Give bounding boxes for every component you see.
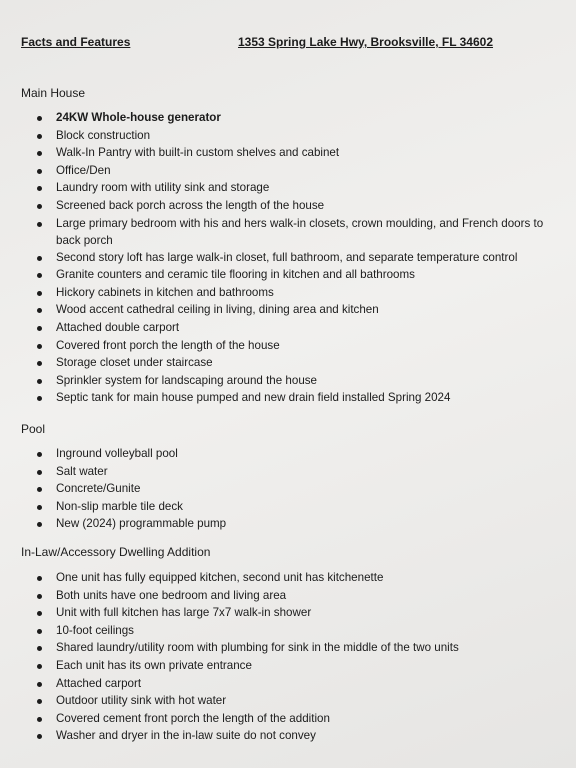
list-item: Washer and dryer in the in-law suite do not convey (34, 727, 564, 745)
list-item: Both units have one bedroom and living area (34, 587, 564, 605)
list-item: Large primary bedroom with his and hers walk-in closets, crown moulding, and French doors to back porch (34, 215, 564, 249)
pool-list (34, 445, 564, 533)
list-item: Screened back porch across the length of the house (34, 197, 564, 215)
list-item: Non-slip marble tile deck (34, 498, 564, 516)
document-title: Facts and Features (21, 35, 131, 49)
section-title-main-house: Main House (21, 86, 86, 100)
list-item: Unit with full kitchen has large 7x7 walk-in shower (34, 604, 564, 622)
list-item: Covered front porch the length of the house (34, 337, 564, 355)
list-item: Outdoor utility sink with hot water (34, 692, 564, 710)
list-item: Inground volleyball pool (34, 445, 564, 463)
list-item: Walk-In Pantry with built-in custom shelves and cabinet (34, 144, 564, 162)
list-item: Second story loft has large walk-in closet, full bathroom, and separate temperature control (34, 249, 564, 267)
list-item: Covered cement front porch the length of the addition (34, 710, 564, 728)
list-item: Storage closet under staircase (34, 354, 564, 372)
list-item: Sprinkler system for landscaping around the house (34, 372, 564, 390)
inlaw-list (34, 569, 564, 745)
section-title-pool: Pool (21, 422, 46, 436)
list-item: Attached double carport (34, 319, 564, 337)
list-item: 10-foot ceilings (34, 622, 564, 640)
list-item: 24KW Whole-house generator (34, 109, 564, 127)
list-item: Office/Den (34, 162, 564, 180)
list-item: Each unit has its own private entrance (34, 657, 564, 675)
list-item: Hickory cabinets in kitchen and bathrooms (34, 284, 564, 302)
list-item: Septic tank for main house pumped and new drain field installed Spring 2024 (34, 389, 564, 407)
list-item: Attached carport (34, 675, 564, 693)
list-item: New (2024) programmable pump (34, 515, 564, 533)
property-address: 1353 Spring Lake Hwy, Brooksville, FL 34602 (238, 35, 494, 49)
section-title-inlaw: In-Law/Accessory Dwelling Addition (21, 545, 211, 559)
list-item: Wood accent cathedral ceiling in living, dining area and kitchen (34, 301, 564, 319)
list-item: Block construction (34, 127, 564, 145)
list-item: Granite counters and ceramic tile flooring in kitchen and all bathrooms (34, 266, 564, 284)
list-item: Concrete/Gunite (34, 480, 564, 498)
list-item: Salt water (34, 463, 564, 481)
main-house-list (34, 109, 564, 407)
list-item: One unit has fully equipped kitchen, second unit has kitchenette (34, 569, 564, 587)
list-item: Shared laundry/utility room with plumbing for sink in the middle of the two units (34, 639, 564, 657)
list-item: Laundry room with utility sink and storage (34, 179, 564, 197)
